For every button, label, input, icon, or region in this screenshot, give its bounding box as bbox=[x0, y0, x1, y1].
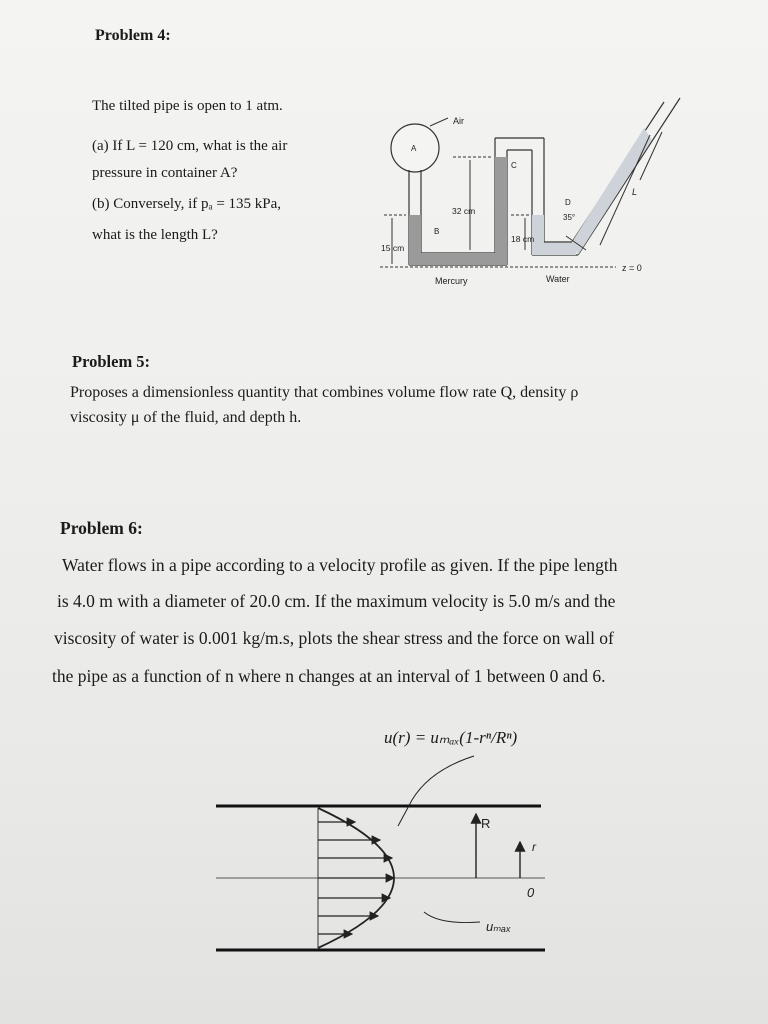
problem-5-line1: Proposes a dimensionless quantity that combines volume flow rate Q, density ρ bbox=[70, 384, 579, 401]
label-15cm: 15 cm bbox=[381, 243, 405, 253]
label-water: Water bbox=[546, 274, 570, 284]
label-small-r: r bbox=[532, 840, 536, 854]
problem-6-line4: the pipe as a function of n where n changes at an interval of 1 between 0 and 6. bbox=[52, 666, 606, 686]
problem-4-intro: The tilted pipe is open to 1 atm. bbox=[92, 98, 283, 114]
label-18cm: 18 cm bbox=[511, 234, 535, 244]
label-mercury: Mercury bbox=[435, 276, 468, 286]
problem-6-heading: Problem 6: bbox=[60, 518, 143, 538]
label-l: L bbox=[632, 187, 638, 197]
problem-5-line2: viscosity μ of the fluid, and depth h. bbox=[70, 409, 302, 426]
label-angle: 35° bbox=[563, 213, 576, 222]
label-32cm: 32 cm bbox=[452, 206, 476, 216]
problem-6-line2: is 4.0 m with a diameter of 20.0 cm. If the maximum velocity is 5.0 m/s and the bbox=[57, 591, 616, 611]
label-container-a: A bbox=[411, 144, 417, 153]
label-umax: uₘₐₓ bbox=[486, 919, 511, 934]
label-c: C bbox=[511, 161, 517, 170]
label-d: D bbox=[565, 198, 571, 207]
velocity-profile-formula: u(r) = uₘₐₓ(1-rⁿ/Rⁿ) bbox=[384, 728, 518, 747]
problem-4-part-a-line2: pressure in container A? bbox=[92, 165, 238, 181]
problem-4-part-b-line1: (b) Conversely, if pₐ = 135 kPa, bbox=[92, 196, 282, 212]
label-b: B bbox=[434, 227, 440, 236]
label-big-r: R bbox=[481, 816, 491, 831]
label-zero: 0 bbox=[527, 885, 535, 900]
problem-4-part-a-line1: (a) If L = 120 cm, what is the air bbox=[92, 138, 288, 154]
problem-4-heading: Problem 4: bbox=[95, 27, 171, 44]
problem-6-line1: Water flows in a pipe according to a velocity profile as given. If the pipe length bbox=[62, 555, 618, 575]
label-z0: z = 0 bbox=[622, 263, 642, 273]
problem-5-heading: Problem 5: bbox=[72, 352, 151, 371]
problem-6-line3: viscosity of water is 0.001 kg/m.s, plots the shear stress and the force on wall of bbox=[54, 628, 614, 648]
problem-4-part-b-line2: what is the length L? bbox=[92, 227, 218, 243]
label-air: Air bbox=[453, 116, 464, 126]
